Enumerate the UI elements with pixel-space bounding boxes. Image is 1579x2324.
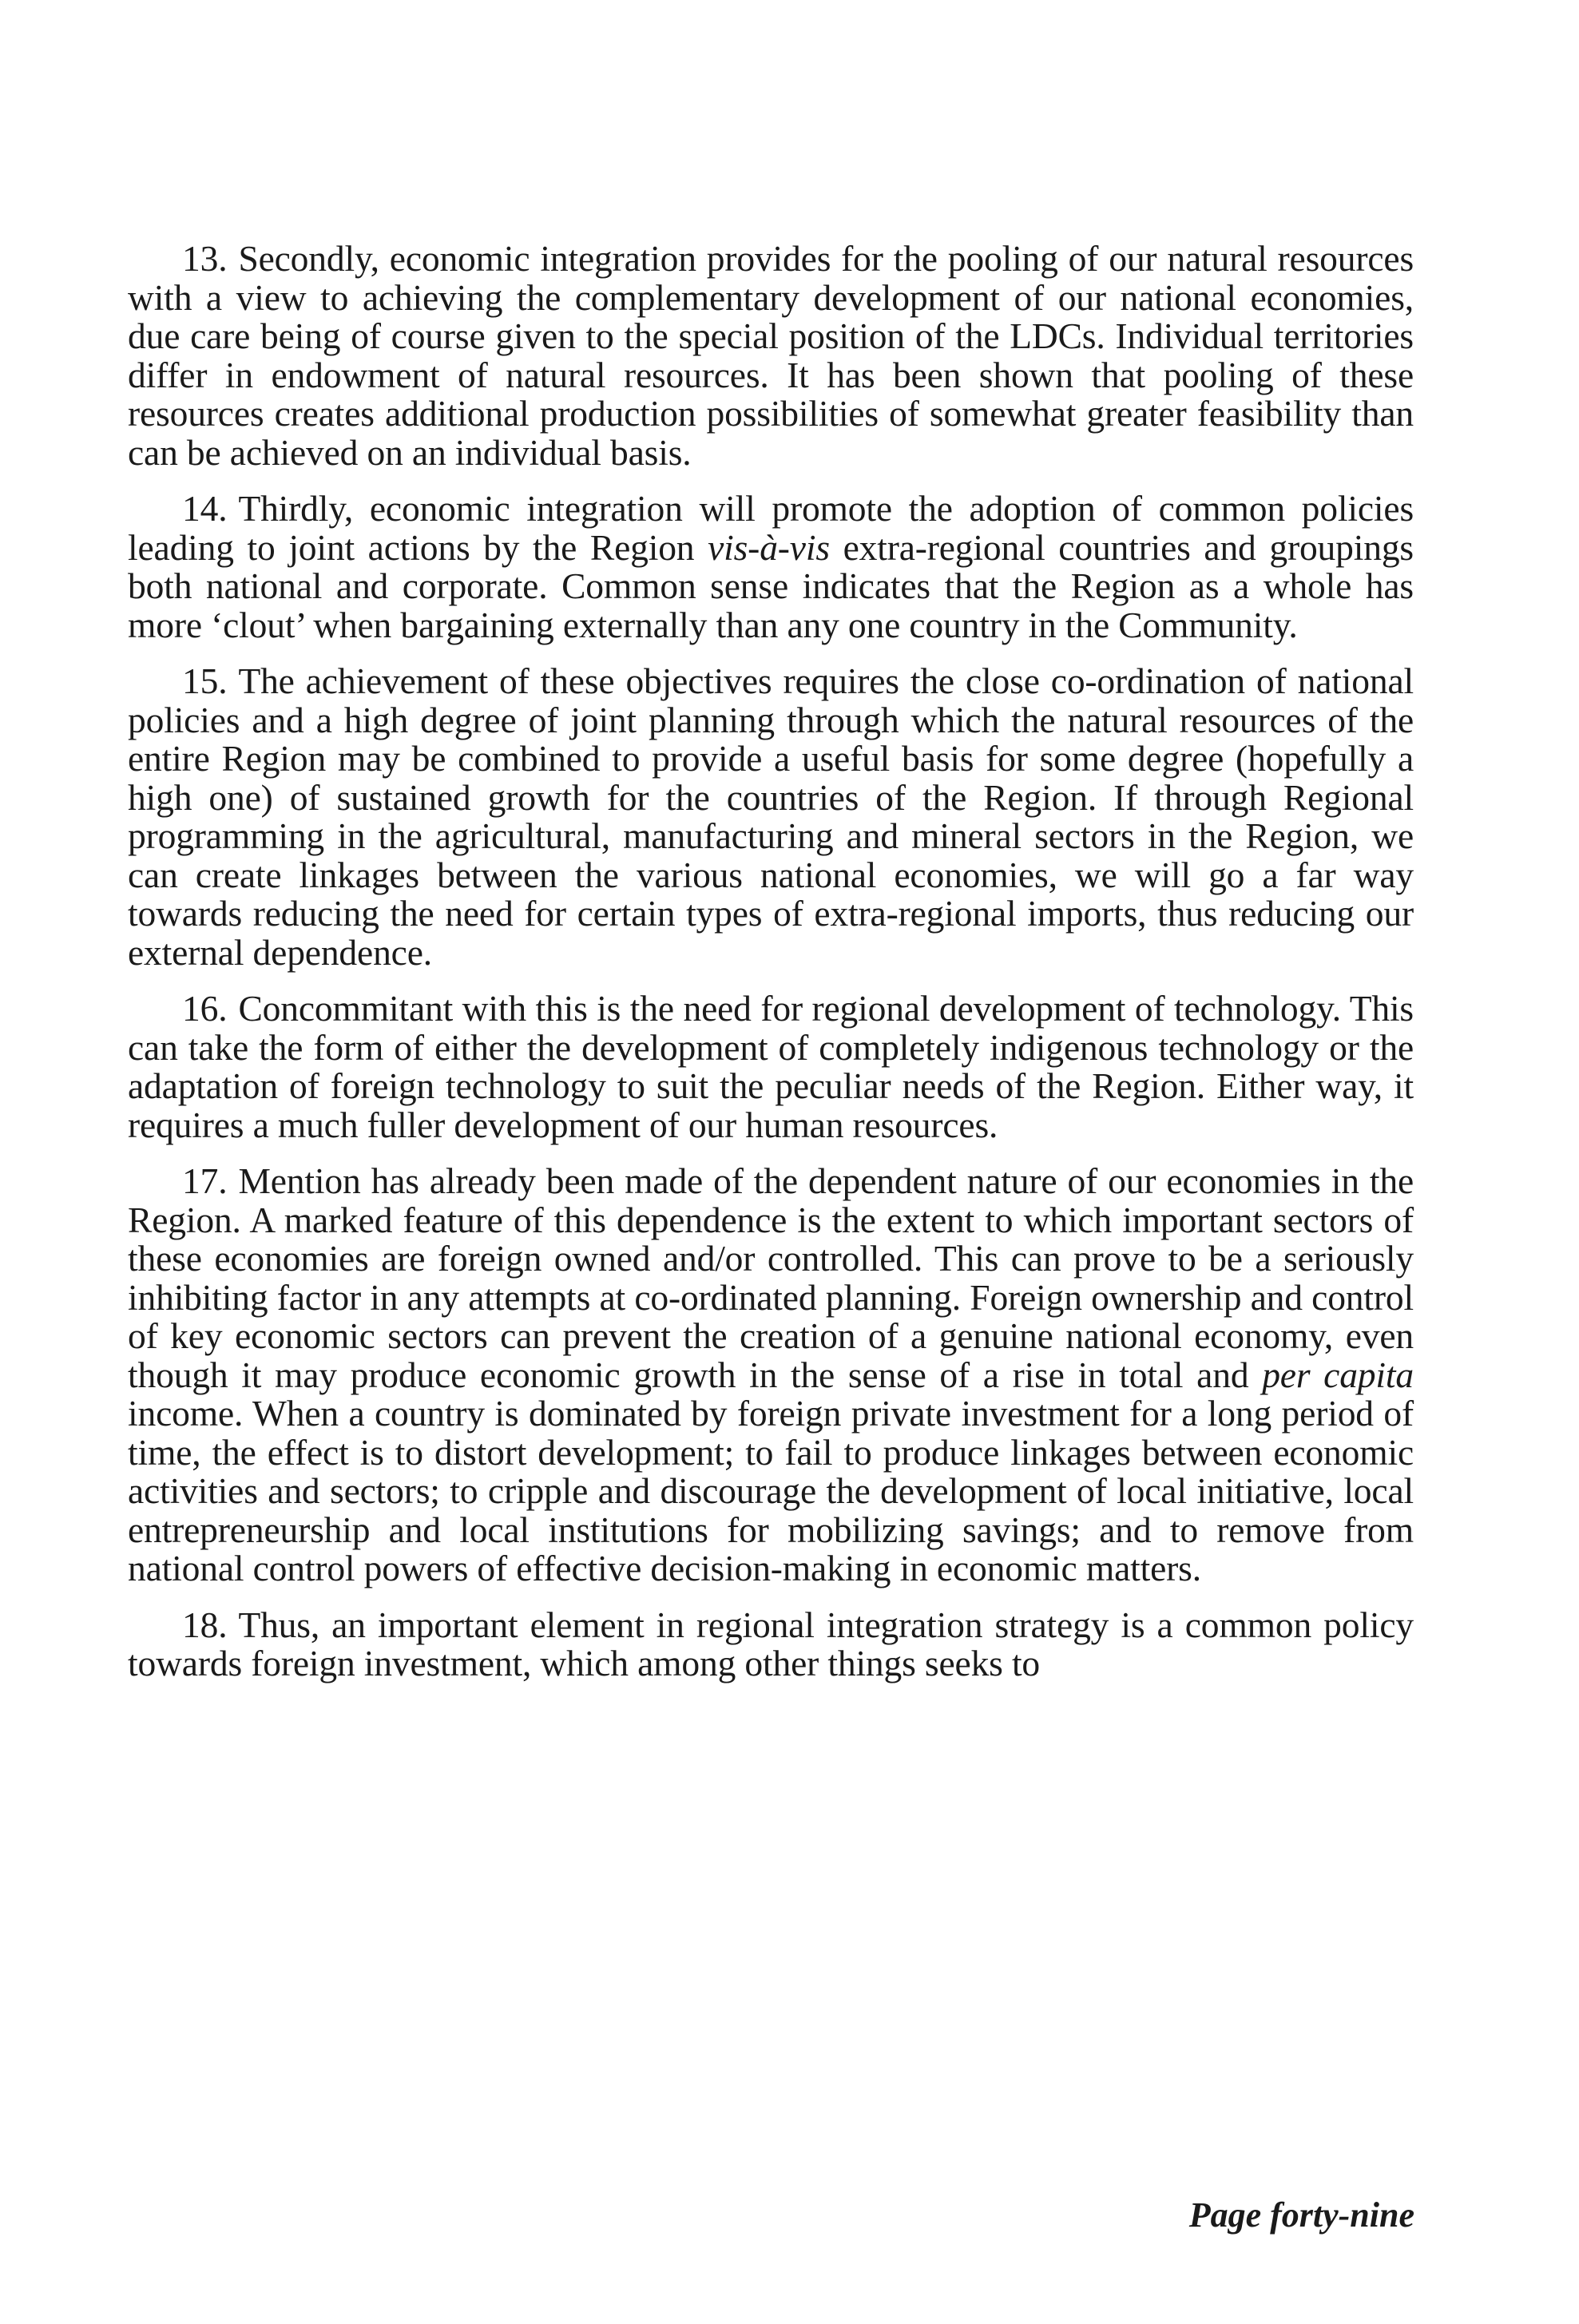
paragraph-16 [128,989,1414,1144]
paragraph-number: 16. [182,988,228,1029]
paragraph-text: Thus, an important element in regional integration strategy is a common policy towards foreign investment, which among other things seeks to [128,1604,1414,1684]
paragraph-number: 13. [182,238,228,279]
paragraph-text: income. When a country is dominated by foreign private investment for a long period of time, the effect is to distort development; to fail to produce linkages between economic activities and sectors; to cripple and discourage the development of local initiative, local entrepreneurship and local institutions for mobilizing savings; and to remove from national control powers of effective decision-making in economic matters. [128,1393,1414,1588]
paragraph-text: The achievement of these objectives requires the close co-ordination of national policies and a high degree of joint planning through which the natural resources of the entire Region may be combined to provide a useful basis for some degree (hopefully a high one) of sustained growth for the countries of the Region. If through Regional programming in the agricultural, manufacturing and mineral sectors in the Region, we can create linkages between the various national economies, we will go a far way towards reducing the need for certain types of extra-regional imports, thus reducing our external dependence. [128,660,1414,973]
paragraph-number: 15. [182,660,228,701]
paragraph-number: 14. [182,488,228,529]
italic-phrase: per capita [1262,1354,1414,1395]
paragraph-text: Concommitant with this is the need for regional development of technology. This can take the form of either the development of completely indigenous technology or the adaptation of foreign technology to suit the peculiar needs of the Region. Either way, it requires a much fuller development of our human resources. [128,988,1414,1145]
paragraph-13 [128,240,1414,472]
paragraph-number: 17. [182,1160,228,1201]
paragraph-text: extra-regional countries and groupings both national and corporate. Common sense indicates that the Region as a whole has more ‘clout’ when bargaining externally than any one country in the Community. [128,526,1414,645]
paragraph-15 [128,662,1414,972]
paragraph-text: Mention has already been made of the dependent nature of our economies in the Region. A marked feature of this dependence is the extent to which important sectors of these economies are foreign owned and/or controlled. This can prove to be a seriously inhibiting factor in any attempts at co-ordinated planning. Foreign ownership and control of key economic sectors can prevent the creation of a genuine national economy, even though it may produce economic growth in the sense of a rise in total and [128,1160,1414,1395]
paragraph-18 [128,1606,1414,1684]
document-body [128,240,1414,1701]
paragraph-text: Secondly, economic integration provides for the pooling of our natural resources with a view to achieving the complementary development of our national economies, due care being of course given to the special position of the LDCs. Individual territories differ in endowment of natural resources. It has been shown that pooling of these resources creates additional production possibilities of somewhat greater feasibility than can be achieved on an individual basis. [128,238,1414,473]
paragraph-14 [128,490,1414,644]
paragraph-17 [128,1162,1414,1588]
paragraph-text: Thirdly, economic integration will promote the adoption of common policies leading to joint actions by the Region [128,488,1414,568]
italic-phrase: vis-à-vis [708,526,830,568]
paragraph-number: 18. [182,1604,228,1645]
page-number-label: Page forty-nine [1188,2195,1414,2235]
